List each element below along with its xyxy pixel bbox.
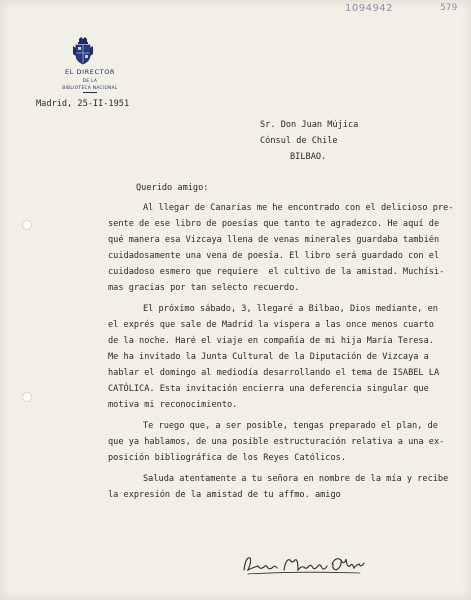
- body-line: de la noche. Haré el viaje en compañía de mi hija María Teresa.: [108, 336, 434, 346]
- salutation: Querido amigo:: [136, 183, 209, 193]
- recipient-city: BILBAO.: [290, 152, 327, 162]
- body-line: que ya hablamos, de una posible estructuración relativa a una ex-: [108, 437, 445, 447]
- body-line: hablar el domingo al mediodía desarrollando el tema de ISABEL LA: [108, 368, 440, 378]
- body-line: qué manera esa Vizcaya llena de venas minerales guardaba también: [108, 235, 440, 245]
- body-line: Saluda atentamente a tu señora en nombre de la mía y recibe: [143, 474, 449, 484]
- body-line: el exprés que sale de Madrid la víspera a las once menos cuarto: [108, 320, 434, 330]
- recipient-name: Sr. Don Juan Mújica: [260, 120, 359, 130]
- body-line: El próximo sábado, 3, llegaré a Bilbao, Dios mediante, en: [143, 304, 438, 314]
- punch-hole-bottom: [22, 392, 32, 402]
- page-number: 579: [440, 3, 458, 13]
- body-line: Al llegar de Canarias me he encontrado con el delicioso pre-: [143, 203, 454, 213]
- recipient-title: Cónsul de Chile: [260, 136, 338, 146]
- letterhead: [40, 68, 140, 93]
- body-line: Te ruego que, a ser posible, tengas preparado el plan, de: [143, 421, 438, 431]
- coat-of-arms-icon: [70, 36, 96, 66]
- letterhead-rule: [83, 92, 97, 93]
- body-line: CATÓLICA. Esta invitación encierra una deferencia singular que: [108, 384, 429, 394]
- letter-date: Madrid, 25-II-1951: [36, 99, 130, 109]
- body-line: cuidadoso esmero que requiere el cultivo de la amistad. Muchísi-: [108, 267, 445, 277]
- body-line: la expresión de la amistad de tu affmo. amigo: [108, 490, 341, 500]
- punch-hole-top: [22, 220, 32, 230]
- body-line: cuidadosamente una vena de poesía. El libro será guardado con el: [108, 251, 440, 261]
- body-line: mas gracias por tan selecto recuerdo.: [108, 283, 300, 293]
- handwritten-signature: [240, 550, 370, 578]
- body-line: Me ha invitado la Junta Cultural de la Diputación de Vizcaya a: [108, 352, 429, 362]
- letterhead-line2: DE LA: [82, 78, 98, 83]
- body-line: posición bibliográfica de los Reyes Católicos.: [108, 453, 346, 463]
- letterhead-title: EL DIRECTOR: [64, 68, 116, 76]
- archive-number: 1094942: [345, 3, 394, 14]
- body-line: sente de ese libro de poesías que tanto te agradezco. He aquí de: [108, 219, 440, 229]
- letterhead-line3: BIBLIOTECA NACIONAL: [62, 85, 118, 90]
- body-line: motiva mi reconocimiento.: [108, 400, 238, 410]
